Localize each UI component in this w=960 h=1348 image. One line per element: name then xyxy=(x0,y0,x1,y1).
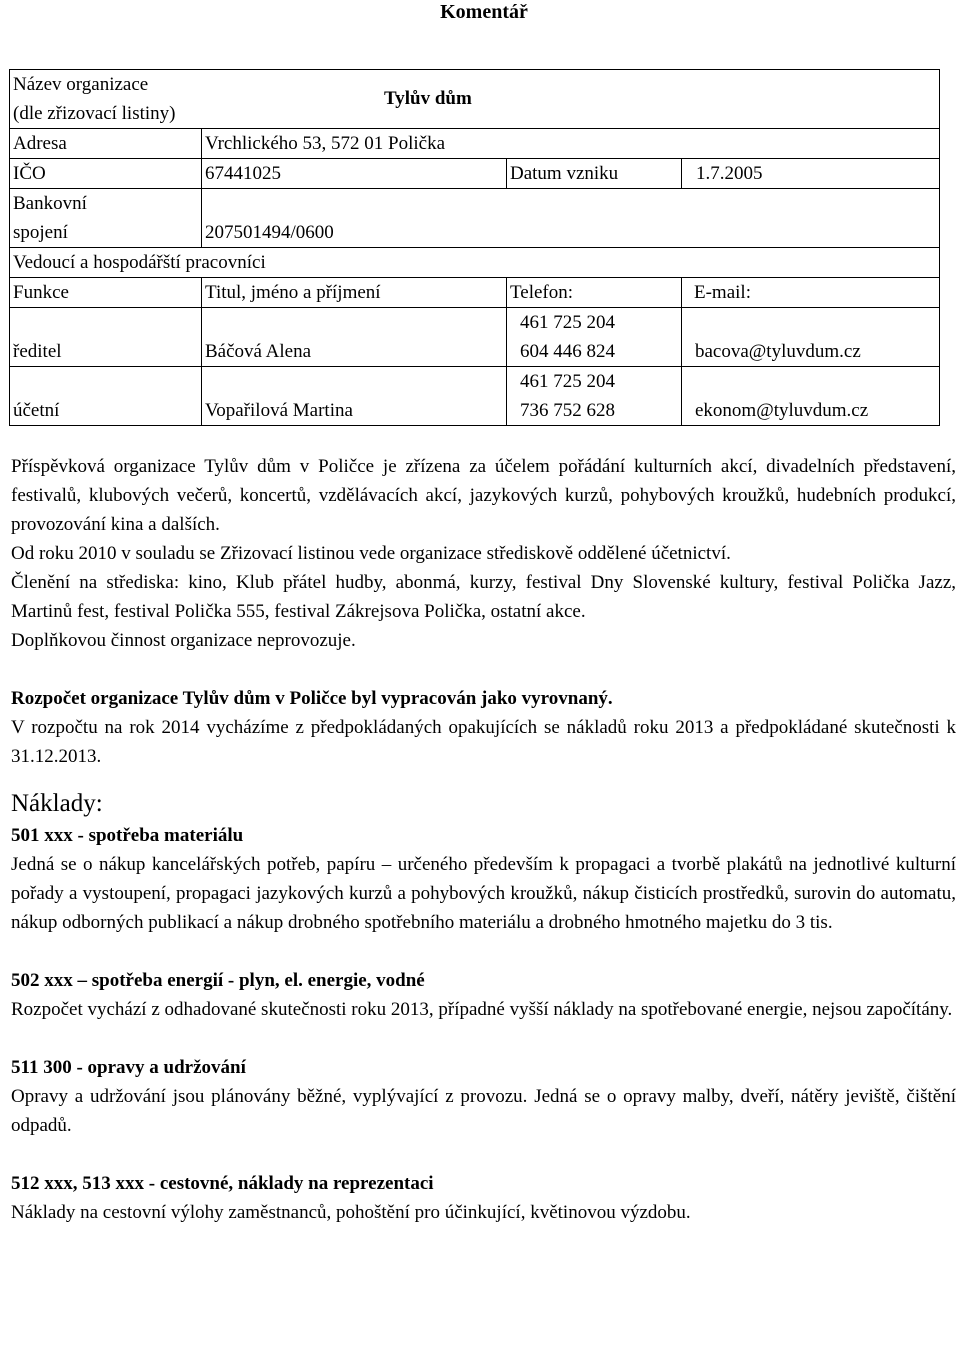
header-name: Titul, jméno a příjmení xyxy=(202,278,507,308)
intro-paragraph-3: Členění na střediska: kino, Klub přátel hudby, abonmá, kurzy, festival Dny Slovenské kultury, festival Polička Jazz, Martinů fest, festival Polička 555, festival Zákrejsova Polička, ostatní akce. xyxy=(11,572,956,622)
costs-heading: Náklady: xyxy=(11,790,103,817)
section-title xyxy=(11,821,956,850)
section-text: Náklady na cestovní výlohy zaměstnanců, pohoštění pro účinkující, květinovou výzdobu. xyxy=(11,1202,691,1223)
staff-role: ředitel xyxy=(10,308,202,367)
section-title-text: 502 xxx – spotřeba energií - plyn, el. energie, vodné xyxy=(11,970,425,991)
bank-label-line1: Bankovní xyxy=(13,193,87,214)
staff-phone-1: 461 725 204 xyxy=(520,312,615,333)
document-title: Komentář xyxy=(440,1,528,23)
staff-header-row xyxy=(10,278,940,308)
header-role: Funkce xyxy=(10,278,202,308)
section-title-text: 501 xxx - spotřeba materiálu xyxy=(11,825,244,846)
section-title xyxy=(11,1169,956,1198)
intro-paragraph-4: Doplňkovou činnost organizace neprovozuje. xyxy=(11,630,356,651)
org-name-row xyxy=(10,70,940,129)
bank-label-line2: spojení xyxy=(13,222,68,243)
staff-phone-2: 736 752 628 xyxy=(520,400,615,421)
budget-statement xyxy=(11,684,956,713)
staff-email: ekonom@tyluvdum.cz xyxy=(682,367,940,426)
staff-phone-1: 461 725 204 xyxy=(520,371,615,392)
ico-label: IČO xyxy=(10,159,202,189)
section-title-text: 511 300 - opravy a udržování xyxy=(11,1057,246,1078)
founded-value: 1.7.2005 xyxy=(682,159,940,189)
intro-paragraph-1: Příspěvková organizace Tylův dům v Poličce je zřízena za účelem pořádání kulturních akcí, divadelních představení, festivalů, klubových večerů, koncertů, vzdělávacích akcí, jazykových kurzů, pohybových kroužků, hudebních produkcí, provozování kina a dalších. xyxy=(11,456,956,535)
staff-phones xyxy=(507,308,682,367)
ico-row xyxy=(10,159,940,189)
org-name-value: Tylův dům xyxy=(384,88,472,109)
section-title-text: 512 xxx, 513 xxx - cestovné, náklady na reprezentaci xyxy=(11,1173,434,1194)
organization-info-table xyxy=(9,69,940,426)
staff-role: účetní xyxy=(10,367,202,426)
section-title xyxy=(11,966,956,995)
ico-value: 67441025 xyxy=(202,159,507,189)
org-name-label xyxy=(13,70,176,128)
org-name-label-line1: Název organizace xyxy=(13,74,149,95)
header-email: E-mail: xyxy=(682,278,940,308)
budget-bold-line: Rozpočet organizace Tylův dům v Poličce byl vypracován jako vyrovnaný. xyxy=(11,688,613,709)
budget-text: V rozpočtu na rok 2014 vycházíme z předpokládaných opakujících se nákladů roku 2013 a předpokládané skutečnosti k 31.12.2013. xyxy=(11,717,956,767)
bank-row xyxy=(10,189,940,248)
section-text: Opravy a udržování jsou plánovány běžné, vyplývající z provozu. Jedná se o opravy malby, dveří, nátěry jeviště, čištění odpadů. xyxy=(11,1086,956,1136)
section-title xyxy=(11,1053,956,1082)
staff-phones xyxy=(507,367,682,426)
staff-heading: Vedoucí a hospodářští pracovníci xyxy=(10,248,940,278)
address-label: Adresa xyxy=(10,129,202,159)
staff-row xyxy=(10,367,940,426)
bank-label xyxy=(10,189,202,248)
bank-value: 207501494/0600 xyxy=(202,189,940,248)
org-name-label-line2: (dle zřizovací listiny) xyxy=(13,103,176,124)
staff-row xyxy=(10,308,940,367)
staff-email: bacova@tyluvdum.cz xyxy=(682,308,940,367)
staff-heading-row xyxy=(10,248,940,278)
staff-phone-2: 604 446 824 xyxy=(520,341,615,362)
address-row xyxy=(10,129,940,159)
header-phone: Telefon: xyxy=(507,278,682,308)
section-text: Jedná se o nákup kancelářských potřeb, papíru – určeného především k propagaci a tvorbě plakátů na jednotlivé kulturní pořady a vystoupení, propagaci jazykových kurzů a pohybových kroužků, nákup čisticích prostředků, surovin do automatu, nákup odborných publikací a nákup drobného spotřebního materiálu a drobného hmotného majetku do 3 tis. xyxy=(11,854,956,933)
comment-body xyxy=(11,452,956,1227)
intro-paragraph-2: Od roku 2010 v souladu se Zřizovací listinou vede organizace střediskově oddělené účetnictví. xyxy=(11,543,731,564)
founded-label: Datum vzniku xyxy=(507,159,682,189)
section-text: Rozpočet vychází z odhadované skutečnosti roku 2013, případné vyšší náklady na spotřebované energie, nejsou započítány. xyxy=(11,999,953,1020)
staff-name: Vopařilová Martina xyxy=(202,367,507,426)
address-value: Vrchlického 53, 572 01 Polička xyxy=(202,129,940,159)
staff-name: Báčová Alena xyxy=(202,308,507,367)
